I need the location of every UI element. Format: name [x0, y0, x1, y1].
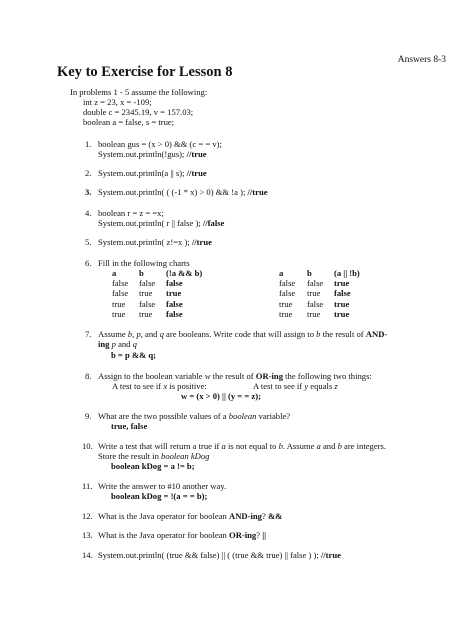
truth-table-cell: false [139, 278, 156, 289]
intro-boolean-declaration: boolean a = false, s = true; [83, 117, 175, 127]
q6-text: Fill in the following charts [98, 258, 190, 268]
truth-table-row [279, 299, 394, 309]
truth-table-row [112, 278, 226, 288]
truth-table-cell: true [139, 288, 153, 299]
truth-table-header: (a || !b) [334, 268, 360, 278]
page-reference: Answers 8-3 [397, 55, 446, 65]
truth-table-header: a [112, 268, 117, 278]
q5-line: System.out.println( z!=x ); //true [98, 237, 212, 247]
q3-number: 3. [85, 187, 92, 197]
truth-table-cell: false [279, 278, 296, 289]
truth-table-row [279, 278, 394, 288]
truth-table-row [279, 309, 394, 319]
truth-table-cell: true [112, 298, 126, 309]
intro-int-declaration: int z = 23, x = -109; [83, 97, 152, 107]
truth-table-cell: false [307, 298, 324, 309]
q9-number: 9. [85, 411, 92, 421]
truth-table-cell: true [279, 308, 293, 319]
truth-table-cell: false [112, 278, 129, 289]
truth-table-cell: false [112, 288, 129, 299]
truth-table-row [112, 309, 226, 319]
q7-answer: b = p && q; [111, 350, 157, 360]
q10-number: 10. [82, 441, 93, 451]
truth-table-header-row [112, 268, 226, 278]
truth-table-row [112, 299, 226, 309]
truth-table-cell: true [307, 288, 321, 299]
q2-number: 2. [85, 168, 92, 178]
q7-line2: ing p and q [98, 339, 137, 349]
truth-table-cell: true [139, 308, 153, 319]
truth-table-answer-cell: true [334, 278, 350, 289]
q3-line: System.out.println( ( (-1 * x) > 0) && !a ); //true [98, 187, 268, 197]
q12-line: What is the Java operator for boolean AND-ing? && [98, 511, 283, 521]
truth-table-answer-cell: false [166, 278, 183, 289]
q11-line: Write the answer to #10 another way. [98, 481, 227, 491]
truth-table-answer-cell: true [334, 298, 350, 309]
q1-line2: System.out.println(!gus); //true [98, 149, 207, 159]
q9-answer: true, false [111, 421, 148, 431]
q8-answer: w = (x > 0) || (y = = z); [181, 391, 261, 401]
q1-number: 1. [85, 139, 92, 149]
truth-table-answer-cell: false [166, 308, 183, 319]
q8-subpoint-1: A test to see if x is positive: [112, 381, 207, 391]
q7-number: 7. [85, 329, 92, 339]
truth-table-header: (!a && b) [166, 268, 203, 278]
truth-table-row [112, 288, 226, 298]
intro-line: In problems 1 - 5 assume the following: [70, 87, 208, 97]
q11-number: 11. [82, 481, 93, 491]
truth-table-answer-cell: true [166, 288, 182, 299]
truth-table-cell: false [139, 298, 156, 309]
truth-table-header-row [279, 268, 394, 278]
q1-line1: boolean gus = (x > 0) && (c = = v); [98, 139, 222, 149]
q10-line1: Write a test that will return a true if a is not equal to b. Assume a and b are integers. [98, 441, 386, 451]
truth-table-answer-cell: false [334, 288, 351, 299]
q8-subpoint-2: A test to see if y equals z [253, 381, 338, 391]
q7-line1: Assume b, p, and q are booleans. Write code that will assign to b the result of AND- [98, 329, 388, 339]
q13-number: 13. [82, 530, 93, 540]
truth-table-cell: false [307, 278, 324, 289]
q14-line: System.out.println( (true && false) || ( (true && true) || false ) ); //true [98, 550, 341, 560]
q10-answer: boolean kDog = a != b; [111, 461, 195, 471]
truth-table-2 [279, 268, 394, 319]
q8-number: 8. [85, 371, 92, 381]
truth-table-header: b [307, 268, 312, 278]
q14-number: 14. [82, 550, 93, 560]
q10-line2: Store the result in boolean kDog [98, 451, 210, 461]
q11-answer: boolean kDog = !(a = = b); [111, 491, 208, 501]
truth-table-answer-cell: false [166, 298, 183, 309]
q4-line1: boolean r = z = =x; [98, 208, 164, 218]
truth-table-header: b [139, 268, 144, 278]
q4-line2: System.out.println( r || false ); //false [98, 218, 225, 228]
q12-number: 12. [82, 511, 93, 521]
q5-number: 5. [85, 237, 92, 247]
q6-number: 6. [85, 258, 92, 268]
q8-line1: Assign to the boolean variable w the result of OR-ing the following two things: [98, 371, 372, 381]
q9-line: What are the two possible values of a boolean variable? [98, 411, 291, 421]
q4-number: 4. [85, 208, 92, 218]
q2-line: System.out.println(a || s); //true [98, 168, 207, 178]
truth-table-cell: true [279, 298, 293, 309]
q13-line: What is the Java operator for boolean OR-ing? || [98, 530, 267, 540]
truth-table-row [279, 288, 394, 298]
truth-table-cell: false [279, 288, 296, 299]
truth-table-cell: true [112, 308, 126, 319]
truth-table-answer-cell: true [334, 308, 350, 319]
page-title: Key to Exercise for Lesson 8 [57, 64, 233, 80]
intro-double-declaration: double c = 2345.19, v = 157.03; [83, 107, 194, 117]
truth-table-header: a [279, 268, 284, 278]
truth-table-1 [112, 268, 226, 319]
truth-table-cell: true [307, 308, 321, 319]
